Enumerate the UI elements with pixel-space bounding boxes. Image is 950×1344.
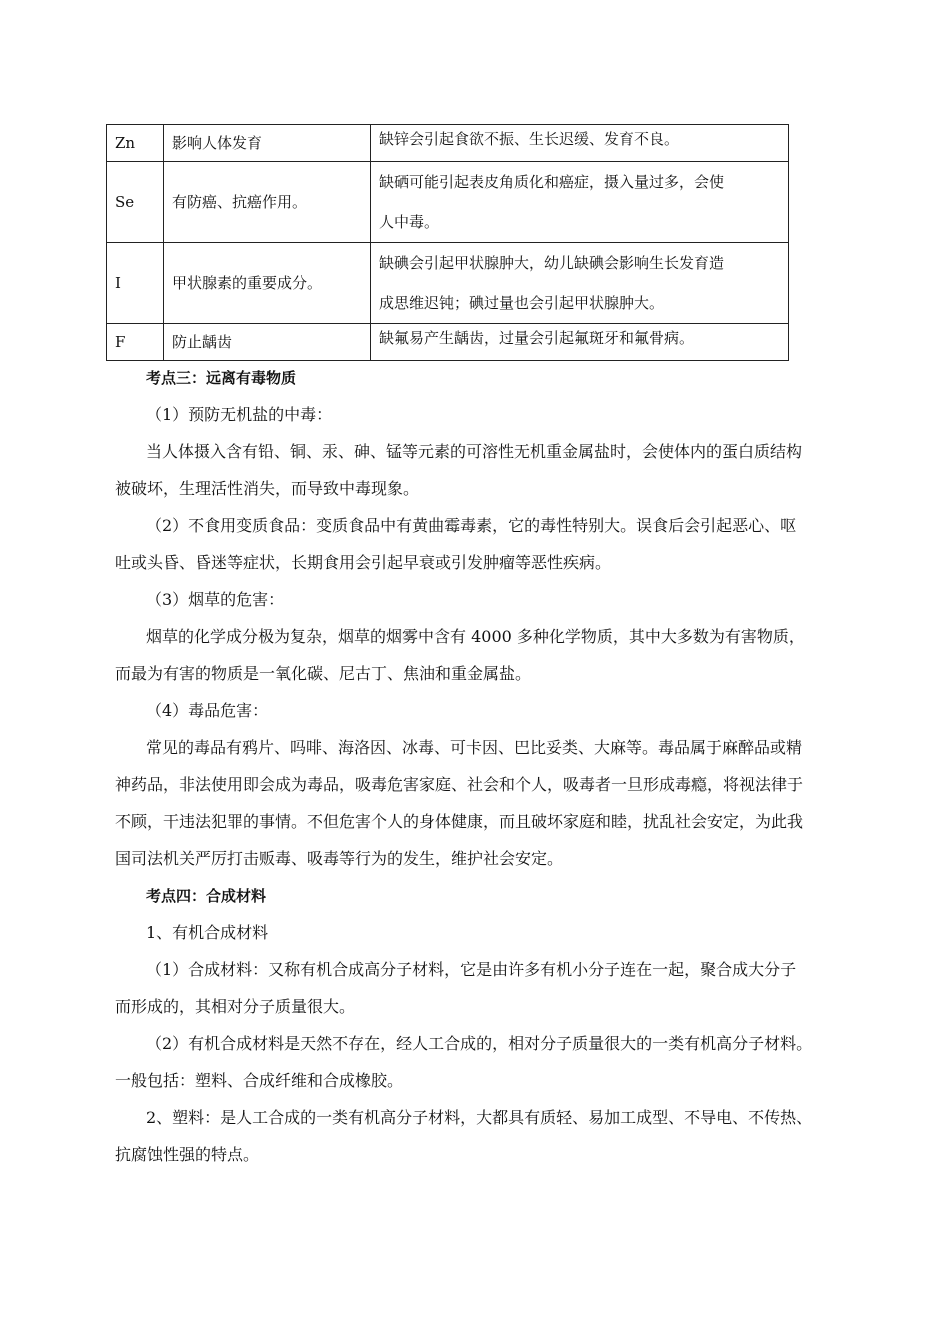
- effect-line: 缺锌会引起食欲不振、生长迟缓、发育不良。: [379, 130, 680, 148]
- section-heading: 考点三：远离有毒物质: [146, 369, 297, 387]
- element-effect: [371, 243, 789, 324]
- paragraph-line: 神药品，非法使用即会成为毒品，吸毒危害家庭、社会和个人，吸毒者一旦形成毒瘾，将视法律于: [115, 775, 804, 794]
- table-row: [107, 243, 789, 324]
- element-symbol: Zn: [107, 125, 164, 162]
- element-role: 防止龋齿: [164, 324, 371, 361]
- paragraph-line: （2）不食用变质食品：变质食品中有黄曲霉毒素，它的毒性特别大。误食后会引起恶心、呕: [146, 516, 797, 535]
- element-effect: [371, 324, 789, 361]
- paragraph-line: （1）合成材料：又称有机合成高分子材料，它是由许多有机小分子连在一起，聚合成大分子: [146, 960, 797, 979]
- element-effect: [371, 162, 789, 243]
- paragraph-title: （1）预防无机盐的中毒：: [146, 405, 333, 424]
- effect-line: 缺硒可能引起表皮角质化和癌症，摄入量过多，会使: [379, 173, 725, 191]
- paragraph-line: 一般包括：塑料、合成纤维和合成橡胶。: [115, 1071, 404, 1090]
- effect-line: 成思维迟钝；碘过量也会引起甲状腺肿大。: [379, 294, 665, 312]
- paragraph-line: 常见的毒品有鸦片、吗啡、海洛因、冰毒、可卡因、巴比妥类、大麻等。毒品属于麻醉品或精: [146, 738, 803, 757]
- element-role: 影响人体发育: [164, 125, 371, 162]
- element-role: 甲状腺素的重要成分。: [164, 243, 371, 324]
- effect-line: 缺氟易产生龋齿，过量会引起氟斑牙和氟骨病。: [379, 329, 695, 347]
- trace-element-table: [106, 124, 789, 361]
- table-row: [107, 125, 789, 162]
- paragraph-line: 吐或头昏、昏迷等症状，长期食用会引起早衰或引发肿瘤等恶性疾病。: [115, 553, 612, 572]
- paragraph-line: 不顾，干违法犯罪的事情。不但危害个人的身体健康，而且破坏家庭和睦，扰乱社会安定，为此我: [115, 812, 804, 831]
- element-effect: [371, 125, 789, 162]
- paragraph-line: 烟草的化学成分极为复杂，烟草的烟雾中含有 4000 多种化学物质，其中大多数为有害物质，: [146, 627, 805, 646]
- section-heading: 考点四：合成材料: [146, 887, 267, 905]
- paragraph-title: （4）毒品危害：: [146, 701, 269, 720]
- paragraph-line: （2）有机合成材料是天然不存在，经人工合成的，相对分子质量很大的一类有机高分子材料。: [146, 1034, 813, 1053]
- subsection-title: 1、有机合成材料: [146, 923, 269, 942]
- table-row: [107, 162, 789, 243]
- paragraph-title: （3）烟草的危害：: [146, 590, 285, 609]
- effect-line: 人中毒。: [379, 213, 440, 231]
- paragraph-line: 国司法机关严厉打击贩毒、吸毒等行为的发生，维护社会安定。: [115, 849, 564, 868]
- element-symbol: F: [107, 324, 164, 361]
- paragraph-line: 被破坏，生理活性消失，而导致中毒现象。: [115, 479, 420, 498]
- paragraph-line: 抗腐蚀性强的特点。: [115, 1145, 260, 1164]
- table-row: [107, 324, 789, 361]
- element-symbol: Se: [107, 162, 164, 243]
- effect-line: 缺碘会引起甲状腺肿大，幼儿缺碘会影响生长发育造: [379, 254, 725, 272]
- paragraph-line: 2、塑料：是人工合成的一类有机高分子材料，大都具有质轻、易加工成型、不导电、不传热、: [146, 1108, 813, 1127]
- element-role: 有防癌、抗癌作用。: [164, 162, 371, 243]
- paragraph-line: 当人体摄入含有铅、铜、汞、砷、锰等元素的可溶性无机重金属盐时，会使体内的蛋白质结构: [146, 442, 803, 461]
- paragraph-line: 而最为有害的物质是一氧化碳、尼古丁、焦油和重金属盐。: [115, 664, 532, 683]
- paragraph-line: 而形成的，其相对分子质量很大。: [115, 997, 356, 1016]
- element-symbol: I: [107, 243, 164, 324]
